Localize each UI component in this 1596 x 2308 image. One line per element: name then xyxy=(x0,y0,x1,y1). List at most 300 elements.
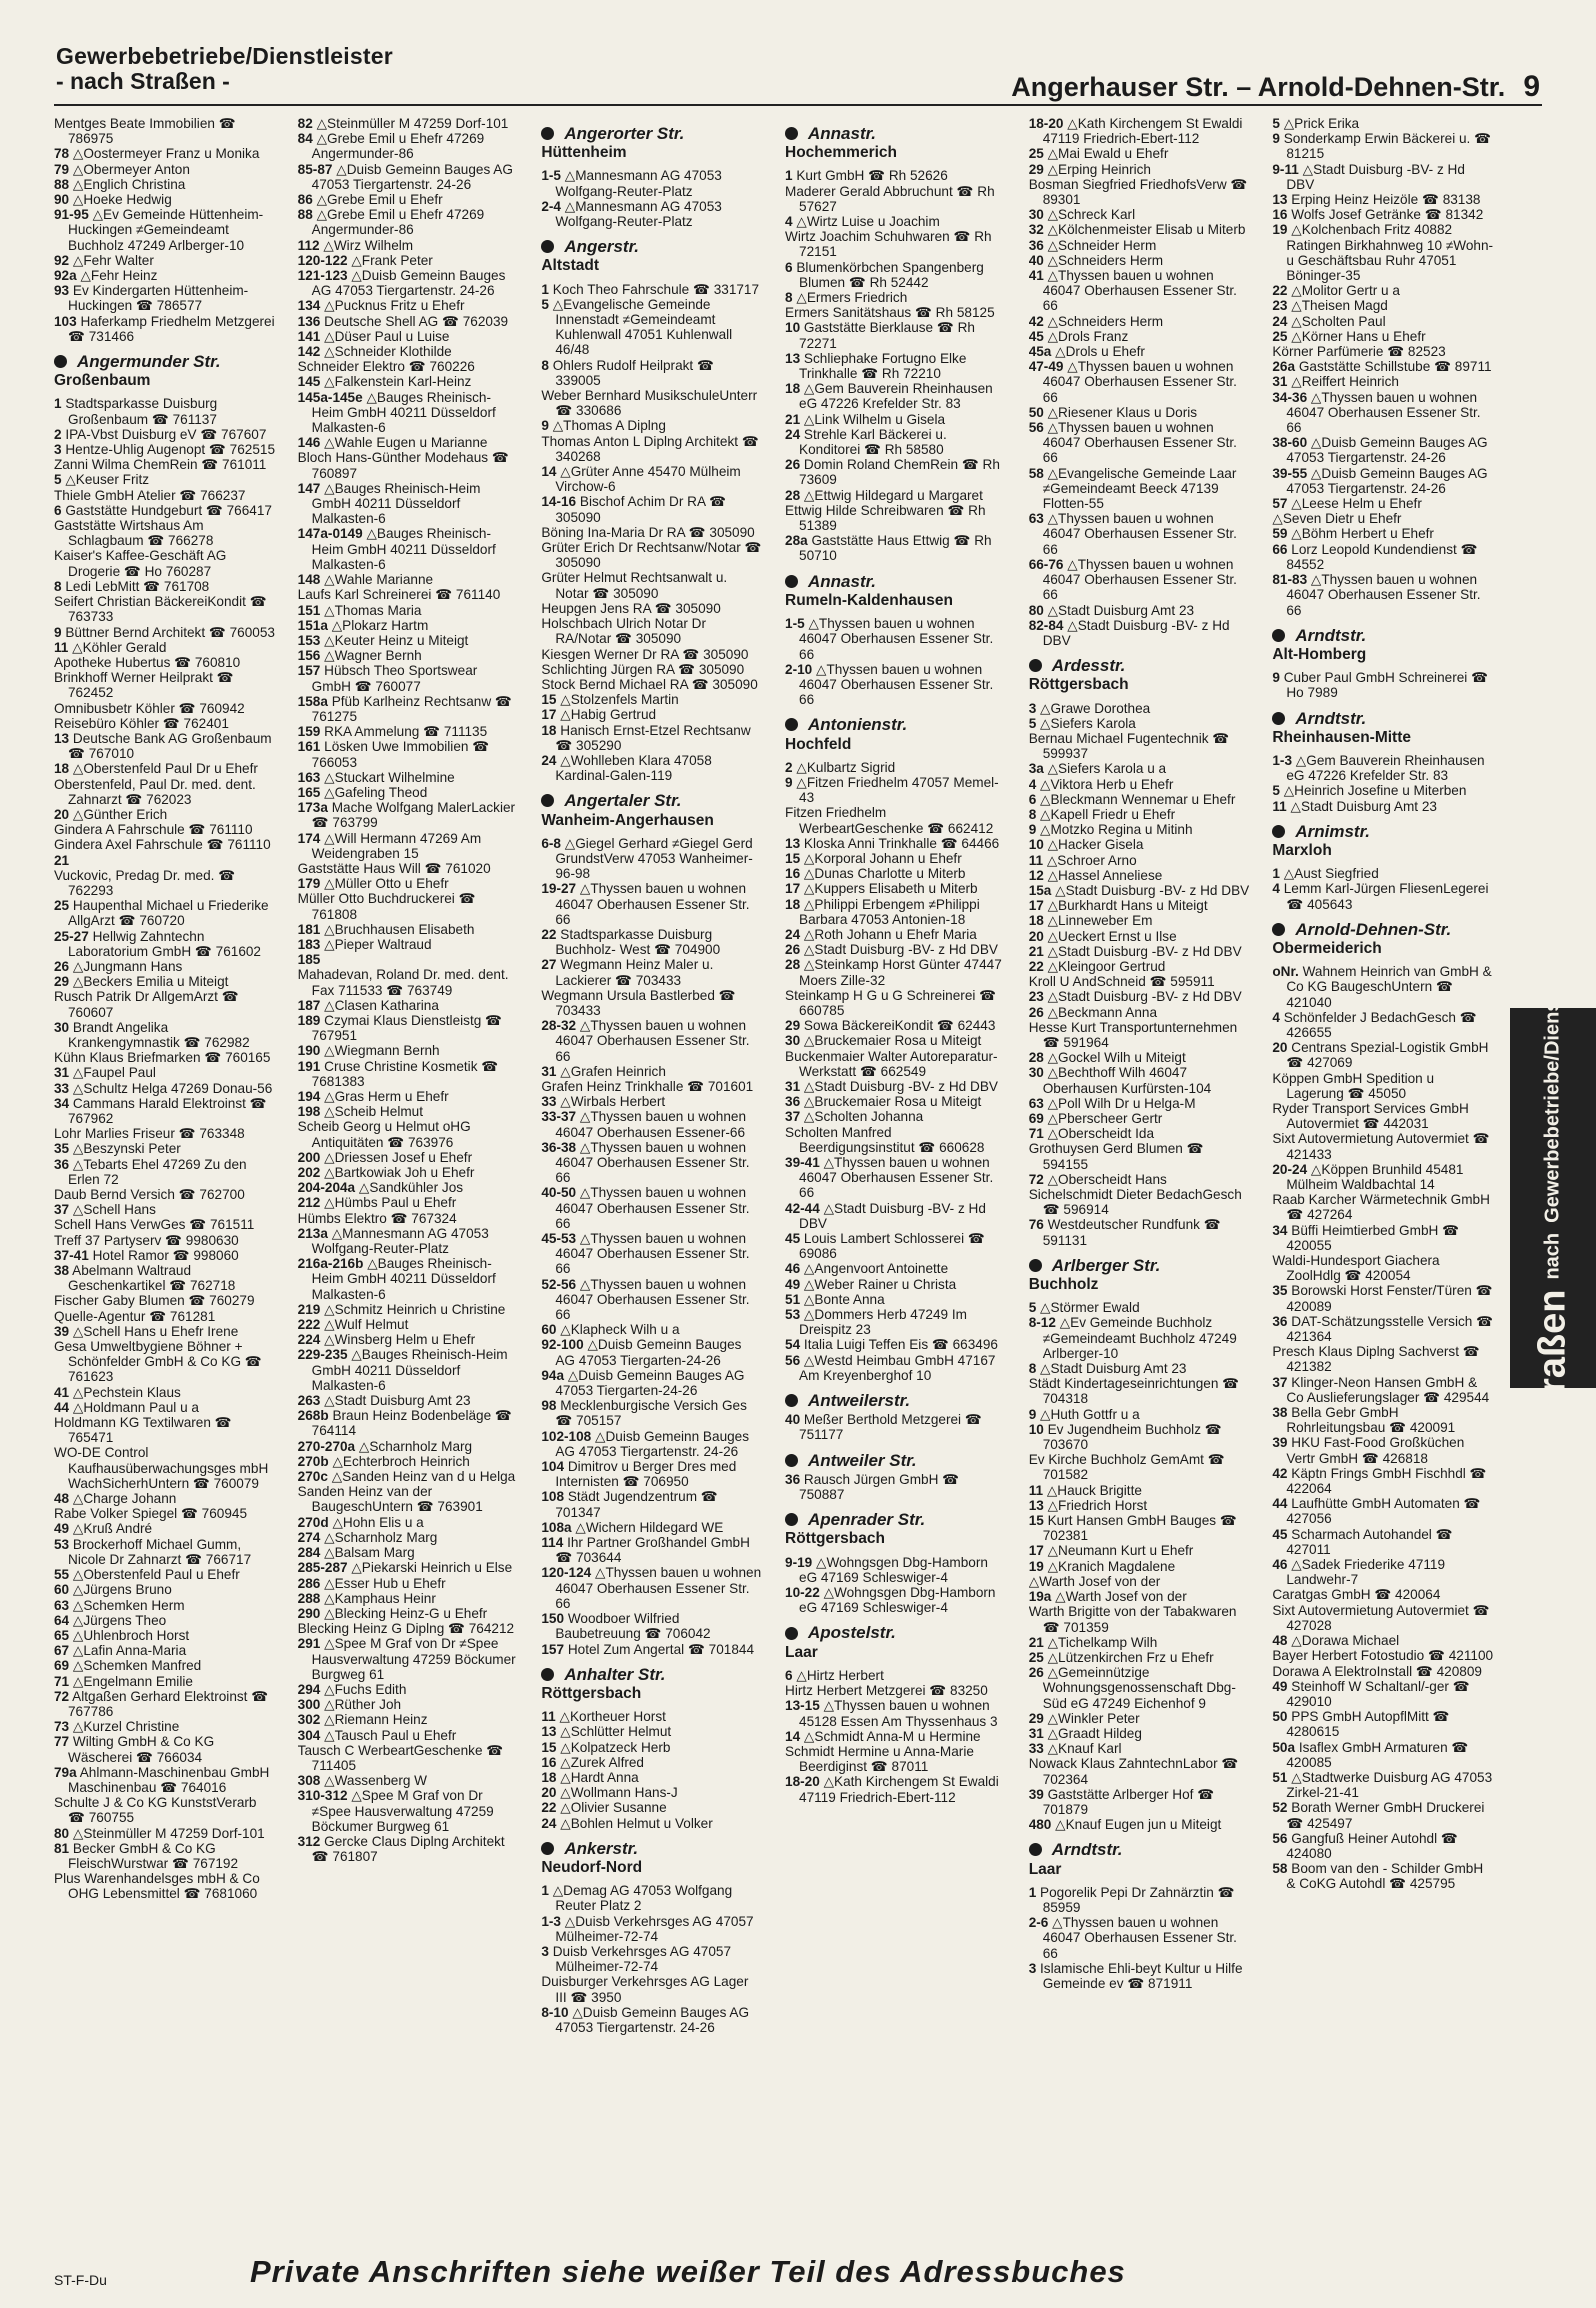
entry-text: △Stadt Duisburg Amt 23 xyxy=(1040,1361,1187,1377)
directory-entry xyxy=(785,305,1007,320)
entry-text: △Faupel Paul xyxy=(72,1065,156,1081)
directory-entry xyxy=(298,587,520,602)
directory-entry xyxy=(1272,670,1494,700)
district-heading: Rumeln-Kaldenhausen xyxy=(785,591,953,609)
house-number: 38 xyxy=(54,1263,70,1279)
house-number: 108 xyxy=(541,1489,565,1505)
house-number: 24 xyxy=(541,752,557,768)
house-number: 18 xyxy=(1028,913,1044,929)
house-number: 25 xyxy=(1272,328,1288,344)
entry-text: △Motzko Regina u Mitinh xyxy=(1040,822,1193,838)
entry-text: IPA-Vbst Duisburg eV ☎ 767607 xyxy=(65,426,267,442)
entry-text: Büffi Heimtierbed GmbH ☎ 420055 xyxy=(1286,1222,1460,1253)
street-name: Anhalter Str. xyxy=(564,1664,666,1684)
directory-entry xyxy=(54,1598,276,1613)
entry-text: Kiesgen Werner Dr RA ☎ 305090 xyxy=(541,646,749,662)
entry-text: WO-DE Control Kaufhausüberwachungsges mbH WachSicherhUntern ☎ 760079 xyxy=(54,1445,269,1491)
directory-entry xyxy=(1272,116,1494,131)
directory-entry xyxy=(1272,1405,1494,1435)
directory-entry xyxy=(54,1096,276,1126)
directory-entry xyxy=(298,633,520,648)
entry-text: Omnibusbetr Köhler ☎ 760942 xyxy=(54,700,245,716)
directory-entry xyxy=(1272,207,1494,222)
house-number: 35 xyxy=(1272,1283,1288,1299)
house-number: 64 xyxy=(54,1612,70,1628)
house-number: 8 xyxy=(785,290,793,306)
directory-entry xyxy=(298,922,520,937)
house-number: 18 xyxy=(54,761,70,777)
directory-entry xyxy=(54,116,276,146)
house-number: 46 xyxy=(1272,1557,1288,1573)
directory-entry xyxy=(541,1109,763,1139)
house-number: 11 xyxy=(541,1709,556,1725)
page-number: 9 xyxy=(1523,70,1540,103)
house-number: 302 xyxy=(297,1712,321,1728)
entry-text: △Giegel Gerhard ≠Giegel Gerd GrundstVerw 47053 Wanheimer-96-98 xyxy=(555,835,753,882)
directory-entry xyxy=(785,1412,1007,1442)
house-number: 23 xyxy=(1272,298,1288,314)
street-heading xyxy=(1029,1255,1251,1275)
district-heading: Altstadt xyxy=(541,257,600,275)
directory-entry xyxy=(54,177,276,192)
directory-entry xyxy=(1272,1557,1494,1587)
house-number: 15a xyxy=(1028,882,1052,898)
directory-entry xyxy=(1272,1344,1494,1374)
house-number: 9 xyxy=(1028,1406,1037,1422)
house-number: 187 xyxy=(297,997,321,1013)
house-number: 56 xyxy=(1272,1830,1288,1846)
entry-text: △Graadt Hildeg xyxy=(1047,1725,1142,1741)
entry-text: Hümbs Elektro ☎ 767324 xyxy=(297,1210,457,1226)
entry-text: △Thomas Maria xyxy=(324,602,422,618)
directory-entry xyxy=(54,959,276,974)
directory-entry xyxy=(1272,314,1494,329)
directory-entry xyxy=(1029,1650,1251,1665)
house-number: 44 xyxy=(54,1399,70,1415)
directory-entry xyxy=(541,1429,763,1459)
directory-entry xyxy=(541,1459,763,1489)
house-number: 13 xyxy=(54,730,70,746)
street-name: Arndtstr. xyxy=(1051,1840,1123,1860)
entry-text: Bloch Hans-Günther Modehaus ☎ 760897 xyxy=(297,450,509,481)
directory-entry xyxy=(785,1555,1007,1585)
entry-text: Oberstenfeld, Paul Dr. med. dent. Zahnarzt ☎ 762023 xyxy=(54,776,256,807)
house-number: 92a xyxy=(54,268,77,284)
district-heading: Neudorf-Nord xyxy=(541,1858,643,1876)
directory-entry xyxy=(54,1643,276,1658)
directory-entry xyxy=(1272,192,1494,207)
footer-note: Private Anschriften siehe weißer Teil des Adressbuches xyxy=(250,2254,1126,2289)
house-number: 204-204a xyxy=(297,1180,356,1196)
house-number: 50a xyxy=(1272,1739,1296,1755)
house-number: 45 xyxy=(785,1231,801,1247)
house-number: 17 xyxy=(541,707,557,723)
directory-entry xyxy=(541,1018,763,1064)
entry-text: △Hümbs Paul u Ehefr xyxy=(324,1195,457,1211)
house-number: 78 xyxy=(54,146,70,162)
house-number: 10-22 xyxy=(785,1585,820,1601)
entry-text: Westdeutscher Rundfunk ☎ 591131 xyxy=(1042,1217,1221,1248)
directory-entry xyxy=(541,282,763,297)
entry-text: △Oostermeyer Franz u Monika xyxy=(72,146,260,162)
directory-entry xyxy=(1272,1664,1494,1679)
house-number: 222 xyxy=(297,1317,321,1333)
house-number: 29 xyxy=(54,974,70,990)
directory-entry xyxy=(1272,162,1494,192)
entry-text: Thomas Anton L Diplng Architekt ☎ 340268 xyxy=(541,433,759,464)
house-number: 28 xyxy=(785,957,801,973)
directory-entry xyxy=(541,1322,763,1337)
street-heading xyxy=(1272,625,1494,645)
directory-entry xyxy=(1272,753,1494,783)
directory-entry xyxy=(785,1337,1007,1352)
directory-entry xyxy=(1029,837,1251,852)
directory-entry xyxy=(298,1439,520,1454)
house-number: 24 xyxy=(1272,313,1288,329)
entry-text: Ev Jugendheim Buchholz ☎ 703670 xyxy=(1042,1421,1222,1453)
house-number: 36 xyxy=(785,1471,801,1487)
directory-entry xyxy=(54,1765,276,1795)
entry-text: Kurt Hansen GmbH Bauges ☎ 702381 xyxy=(1042,1513,1237,1544)
street-heading xyxy=(785,126,1007,141)
entry-text: Erping Heinz Heizöle ☎ 83138 xyxy=(1291,192,1481,208)
bullet-icon xyxy=(785,127,798,140)
house-number: 4 xyxy=(1028,776,1037,792)
house-number: 6 xyxy=(785,259,793,275)
directory-entry xyxy=(1272,1223,1494,1253)
entry-text: △Steinmüller M 47259 Dorf-101 xyxy=(72,1825,265,1841)
directory-entry xyxy=(785,503,1007,533)
directory-entry xyxy=(1029,1217,1251,1247)
directory-entry xyxy=(1029,731,1251,761)
directory-entry xyxy=(541,616,763,646)
house-number: 19 xyxy=(1028,1558,1044,1574)
house-number: 5 xyxy=(1272,116,1280,131)
entry-text: Boom van den - Schilder GmbH & CoKG Autohdl ☎ 425795 xyxy=(1286,1861,1484,1892)
directory-entry xyxy=(785,988,1007,1018)
directory-entry xyxy=(54,670,276,700)
entry-text: Hotel Ramor ☎ 998060 xyxy=(92,1247,239,1263)
house-number: 30 xyxy=(785,1033,801,1049)
entry-text: Altgaßen Gerhard Elektroinst ☎ 767786 xyxy=(68,1688,269,1719)
house-number: 18 xyxy=(785,896,801,912)
directory-entry xyxy=(1272,881,1494,911)
entry-text: Vuckovic, Predag Dr. med. ☎ 762293 xyxy=(54,867,236,898)
directory-entry xyxy=(1272,1831,1494,1861)
entry-text: △Wahle Eugen u Marianne xyxy=(324,435,488,451)
directory-entry xyxy=(54,701,276,716)
house-number: 200 xyxy=(297,1149,321,1165)
directory-entry xyxy=(1029,466,1251,512)
directory-entry xyxy=(785,1744,1007,1774)
entry-text: Plus Warenhandelsges mbH & Co OHG Lebensmittel ☎ 7681060 xyxy=(54,1871,260,1902)
directory-entry xyxy=(54,777,276,807)
entry-text: Schneider Elektro ☎ 760226 xyxy=(297,359,475,375)
entry-text: △Viktora Herb u Ehefr xyxy=(1040,776,1174,792)
entry-text: △Köhler Gerald xyxy=(72,639,167,655)
house-number: 63 xyxy=(1028,511,1044,527)
bullet-icon xyxy=(541,794,554,807)
entry-text: △Ev Gemeinde Buchholz ≠Gemeindeamt Buchholz 47249 Arlberger-10 xyxy=(1042,1315,1237,1361)
directory-entry xyxy=(54,837,276,852)
entry-text: △Stadt Duisburg -BV- z Hd DBV xyxy=(1286,161,1465,192)
entry-text: Lohr Marlies Friseur ☎ 763348 xyxy=(54,1126,245,1142)
entry-text: Pfüb Karlheinz Rechtsanw ☎ 761275 xyxy=(311,693,512,724)
street-heading xyxy=(541,791,763,811)
entry-text: △Klapheck Wilh u a xyxy=(560,1322,680,1338)
house-number: 93 xyxy=(54,283,70,299)
entry-text: △Korporal Johann u Ehefr xyxy=(803,850,962,866)
entry-text: △Hoeke Hedwig xyxy=(72,192,172,208)
house-number: 35 xyxy=(54,1141,70,1157)
street-heading xyxy=(1272,708,1494,728)
directory-entry xyxy=(54,1081,276,1096)
house-number: 304 xyxy=(297,1727,321,1743)
directory-entry xyxy=(541,494,763,524)
entry-text: △Hirtz Herbert xyxy=(796,1667,884,1683)
house-number: 146 xyxy=(297,435,321,451)
directory-entry xyxy=(541,570,763,600)
entry-text: △Stadtwerke Duisburg AG 47053 Zirkel-21-41 xyxy=(1286,1769,1493,1801)
directory-entry xyxy=(785,1201,1007,1231)
directory-entry xyxy=(1029,1756,1251,1786)
directory-entry xyxy=(54,716,276,731)
entry-text: △Pberscheer Gertr xyxy=(1047,1111,1163,1126)
directory-entry xyxy=(298,1408,520,1438)
house-number: 13 xyxy=(785,835,801,851)
directory-entry xyxy=(1272,866,1494,881)
entry-text: △Holdmann Paul u a xyxy=(72,1399,199,1415)
district-heading: Marxloh xyxy=(1272,841,1332,859)
entry-text: Ev Kirche Buchholz GemAmt ☎ 701582 xyxy=(1028,1452,1225,1483)
entry-text: △Huth Gottfr u a xyxy=(1040,1406,1140,1422)
directory-entry xyxy=(1272,1633,1494,1648)
entry-text: Wegmann Heinz Maler u. Lackierer ☎ 703433 xyxy=(555,957,714,988)
entry-text: △Stolzenfels Martin xyxy=(560,692,679,708)
entry-text: △Schneiders Herm xyxy=(1047,252,1164,268)
directory-entry xyxy=(298,268,520,298)
bullet-icon xyxy=(541,1842,554,1855)
house-number: 202 xyxy=(297,1165,321,1181)
directory-entry xyxy=(298,1576,520,1591)
house-number: 79a xyxy=(54,1764,77,1780)
entry-text: △Schmidt Anna-M u Hermine xyxy=(803,1728,981,1744)
entry-text: Hentze-Uhlig Augenopt ☎ 762515 xyxy=(65,442,275,458)
directory-entry xyxy=(1029,1741,1251,1756)
entry-text: △Kleingoor Gertrud xyxy=(1047,958,1166,974)
directory-entry xyxy=(298,1104,520,1119)
bullet-icon xyxy=(785,1627,798,1640)
directory-entry xyxy=(541,1337,763,1367)
directory-entry xyxy=(785,805,1007,835)
directory-entry xyxy=(54,1293,276,1308)
district-heading: Alt-Homberg xyxy=(1272,645,1367,663)
directory-entry xyxy=(298,238,520,253)
column-5 xyxy=(1029,116,1251,2236)
entry-text: △Thyssen bauen u wohnen 46047 Oberhausen Essener Str. 66 xyxy=(555,1276,750,1323)
house-number: 42 xyxy=(1272,1465,1288,1481)
entry-text: Bischof Achim Dr RA ☎ 305090 xyxy=(555,494,727,525)
directory-entry xyxy=(785,1585,1007,1615)
entry-text: △Zurek Alfred xyxy=(560,1754,644,1770)
directory-entry xyxy=(785,760,1007,775)
directory-entry xyxy=(298,800,520,830)
directory-entry xyxy=(541,1520,763,1535)
house-number: 270c xyxy=(297,1469,328,1485)
bullet-icon xyxy=(541,240,554,253)
entry-text: △Knauf Eugen jun u Miteigt xyxy=(1055,1817,1222,1833)
house-number: 20 xyxy=(1028,928,1044,944)
directory-entry xyxy=(298,359,520,374)
entry-text: △Olivier Susanne xyxy=(560,1800,667,1816)
entry-text: △Kortheuer Horst xyxy=(559,1709,666,1725)
entry-text: △Thyssen bauen u wohnen 46047 Oberhausen Essener Str. 66 xyxy=(1042,359,1237,405)
entry-text: △Wirbals Herbert xyxy=(560,1094,666,1110)
entry-text: △Thyssen bauen u wohnen 46047 Oberhausen Essener Str. 66 xyxy=(1042,511,1237,557)
entry-text: Ettwig Hilde Schreibwaren ☎ Rh 51389 xyxy=(785,502,986,534)
entry-text: △Schell Hans xyxy=(72,1202,156,1218)
entry-text: Raab Karcher Wärmetechnik GmbH ☎ 427264 xyxy=(1272,1192,1490,1223)
entry-text: Müller Otto Buchdruckerei ☎ 761808 xyxy=(297,891,476,922)
house-number: 270-270a xyxy=(297,1438,356,1454)
house-number: 60 xyxy=(54,1582,70,1598)
directory-entry xyxy=(298,1834,520,1864)
entry-text: Städt Jugendzentrum ☎ 701347 xyxy=(555,1489,718,1520)
entry-text: △Thyssen bauen u wohnen 45128 Essen Am Thyssenhaus 3 xyxy=(799,1698,998,1729)
bullet-icon xyxy=(1272,629,1285,642)
directory-entry xyxy=(54,594,276,624)
house-number: 45 xyxy=(1272,1526,1288,1542)
entry-text: Meßer Berthold Metzgerei ☎ 751177 xyxy=(799,1412,982,1443)
entry-text: △Grafen Heinrich xyxy=(560,1063,666,1079)
street-name: Ankerstr. xyxy=(564,1838,639,1858)
entry-text: △Dorawa Michael xyxy=(1291,1633,1400,1649)
house-number: 39 xyxy=(1028,1786,1044,1802)
directory-entry xyxy=(541,836,763,882)
entry-text: Blumenkörbchen Spangenberg Blumen ☎ Rh 52442 xyxy=(796,259,984,290)
directory-entry xyxy=(785,412,1007,427)
directory-entry xyxy=(541,1944,763,1974)
directory-entry xyxy=(54,1233,276,1248)
directory-entry xyxy=(541,692,763,707)
entry-text: △Steinmüller M 47259 Dorf-101 xyxy=(316,116,509,131)
directory-entry xyxy=(785,1125,1007,1155)
directory-entry xyxy=(298,1302,520,1317)
entry-text: Gindera Axel Fahrschule ☎ 761110 xyxy=(54,837,271,853)
directory-entry xyxy=(1029,511,1251,557)
directory-entry xyxy=(298,1682,520,1697)
entry-text: △Böhm Herbert u Ehefr xyxy=(1291,526,1434,542)
directory-entry xyxy=(1029,1559,1251,1574)
directory-entry xyxy=(54,1491,276,1506)
directory-entry xyxy=(1029,1885,1251,1915)
directory-entry xyxy=(54,1385,276,1400)
section-side-tab xyxy=(1510,934,1596,1432)
directory-entry xyxy=(1272,1375,1494,1405)
directory-entry xyxy=(1029,1543,1251,1558)
entry-text: △Schneider Klothilde xyxy=(324,344,452,360)
entry-text: Käptn Frings GmbH Fischhdl ☎ 422064 xyxy=(1286,1465,1487,1497)
house-number: 161 xyxy=(297,739,321,755)
entry-text: Wolfs Josef Getränke ☎ 81342 xyxy=(1291,207,1484,223)
entry-text: △Mannesmann AG 47053 Wolfgang-Reuter-Platz xyxy=(311,1225,489,1257)
directory-entry xyxy=(298,876,520,891)
directory-entry xyxy=(298,1560,520,1575)
directory-entry xyxy=(1029,1498,1251,1513)
entry-text: Cuber Paul GmbH Schreinerei ☎ Ho 7989 xyxy=(1283,670,1489,701)
directory-entry xyxy=(298,329,520,344)
directory-entry xyxy=(1272,1162,1494,1192)
house-number: 153 xyxy=(297,632,321,648)
street-heading xyxy=(1029,1840,1251,1860)
entry-text: Daub Bernd Versich ☎ 762700 xyxy=(54,1187,245,1203)
directory-entry xyxy=(298,998,520,1013)
entry-text: △Grüter Anne 45470 Mülheim Virchow-6 xyxy=(555,464,741,495)
directory-entry xyxy=(1272,542,1494,572)
house-number: 92-100 xyxy=(541,1337,584,1353)
directory-entry xyxy=(541,1642,763,1657)
house-number: 120-122 xyxy=(297,252,348,268)
house-number: 104 xyxy=(541,1459,565,1475)
entry-text: Pogorelik Pepi Dr Zahnärztin ☎ 85959 xyxy=(1040,1884,1235,1915)
house-number: 73 xyxy=(54,1719,70,1735)
directory-entry xyxy=(1029,1096,1251,1111)
street-name: Arndtstr. xyxy=(1295,708,1367,728)
house-number: 102-108 xyxy=(541,1428,592,1444)
entry-text: Hesse Kurt Transportunternehmen ☎ 591964 xyxy=(1028,1019,1238,1050)
entry-text: Städt Kindertageseinrichtungen ☎ 704318 xyxy=(1028,1376,1240,1407)
house-number: 270b xyxy=(297,1453,329,1469)
entry-text: Mahadevan, Roland Dr. med. dent. Fax 711533 ☎ 763749 xyxy=(297,967,509,998)
house-number: 41 xyxy=(1028,268,1044,284)
directory-entry xyxy=(1272,329,1494,344)
directory-entry xyxy=(54,1400,276,1415)
house-number: 36 xyxy=(1028,237,1044,253)
header-rule xyxy=(54,104,1542,106)
directory-entry xyxy=(785,1353,1007,1383)
directory-entry xyxy=(298,1621,520,1636)
house-number: 26 xyxy=(785,942,801,958)
house-number: 71 xyxy=(1028,1126,1044,1142)
entry-text: △Drols Franz xyxy=(1047,328,1129,344)
house-number: 21 xyxy=(1028,1634,1044,1650)
directory-entry xyxy=(1029,1187,1251,1217)
entry-text: Gaststätte Bierklause ☎ Rh 72271 xyxy=(799,320,975,351)
house-number: 3 xyxy=(54,442,62,458)
entry-text: △Wagner Bernh xyxy=(324,648,422,664)
house-number: 31 xyxy=(541,1063,557,1079)
directory-entry xyxy=(1029,1315,1251,1361)
house-number: 40-50 xyxy=(541,1185,577,1201)
directory-entry xyxy=(54,146,276,161)
entry-text: △Bohlen Helmut u Volker xyxy=(560,1815,713,1831)
entry-text: Becker GmbH & Co KG FleischWurstwar ☎ 767192 xyxy=(68,1840,239,1871)
entry-text: Schliephake Fortugno Elke Trinkhalle ☎ Rh 72210 xyxy=(799,350,967,382)
house-number: 31 xyxy=(1028,1725,1044,1741)
entry-text: △Schemken Manfred xyxy=(72,1658,202,1674)
entry-text: △Schmitz Heinrich u Christine xyxy=(324,1301,506,1317)
directory-entry xyxy=(541,1277,763,1323)
directory-entry xyxy=(1029,1513,1251,1543)
directory-entry xyxy=(1029,807,1251,822)
house-number: 270d xyxy=(297,1514,329,1530)
entry-text: △Hassel Anneliese xyxy=(1047,867,1163,883)
directory-entry xyxy=(298,1515,520,1530)
house-number: 179 xyxy=(297,876,321,892)
house-number: 90 xyxy=(54,192,70,208)
directory-entry xyxy=(54,898,276,928)
house-number: 8-10 xyxy=(541,2004,569,2020)
